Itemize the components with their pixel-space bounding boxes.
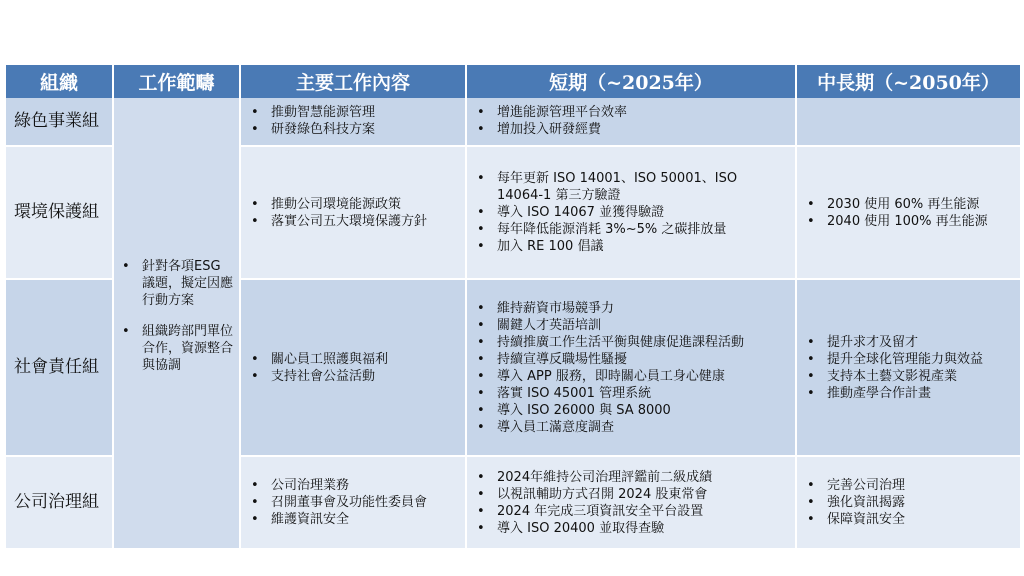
main-environment bbox=[241, 147, 467, 280]
list-item: • 關鍵人才英語培訓 bbox=[467, 317, 744, 334]
long-social bbox=[797, 280, 1020, 457]
list-item: • 召開董事會及功能性委員會 bbox=[241, 494, 427, 511]
list-item: • 維護資訊安全 bbox=[241, 511, 427, 528]
list-item: • 增進能源管理平台效率 bbox=[467, 104, 795, 121]
header-main: 主要工作內容 bbox=[241, 65, 467, 98]
list-item: • 推動公司環境能源政策 bbox=[241, 196, 427, 213]
list-item: • 2024 年完成三項資訊安全平台設置 bbox=[467, 503, 712, 520]
short-green bbox=[467, 98, 797, 147]
list-item: • 完善公司治理 bbox=[797, 477, 905, 494]
long-green bbox=[797, 98, 1020, 147]
org-environment: 環境保護組 bbox=[6, 147, 114, 280]
scope-list bbox=[114, 258, 233, 388]
header-scope: 工作範疇 bbox=[114, 65, 241, 98]
list-item: • 每年降低能源消耗 3%~5% 之碳排放量 bbox=[467, 221, 787, 238]
list-item: • 關心員工照護與福利 bbox=[241, 351, 388, 368]
list-item: • 推動產學合作計畫 bbox=[797, 385, 983, 402]
list-item: • 推動智慧能源管理 bbox=[241, 104, 465, 121]
scope-item: • 組織跨部門單位合作，資源整合與協調 bbox=[114, 323, 233, 374]
list-item: • 維持薪資市場競爭力 bbox=[467, 300, 744, 317]
list-item: • 導入員工滿意度調查 bbox=[467, 419, 744, 436]
short-social bbox=[467, 280, 797, 457]
list-item: • 導入 APP 服務，即時關心員工身心健康 bbox=[467, 368, 744, 385]
list-item: • 導入 ISO 14067 並獲得驗證 bbox=[467, 204, 787, 221]
list-item: • 2040 使用 100% 再生能源 bbox=[797, 213, 988, 230]
list-item: • 增加投入研發經費 bbox=[467, 121, 795, 138]
list-item: • 導入 ISO 26000 與 SA 8000 bbox=[467, 402, 744, 419]
list-item: • 以視訊輔助方式召開 2024 股東常會 bbox=[467, 486, 712, 503]
scope-cell bbox=[114, 98, 241, 548]
esg-organization-table bbox=[6, 65, 1020, 548]
org-social: 社會責任組 bbox=[6, 280, 114, 457]
main-social bbox=[241, 280, 467, 457]
list-item: • 2024年維持公司治理評鑑前二級成績 bbox=[467, 469, 712, 486]
list-item: • 公司治理業務 bbox=[241, 477, 427, 494]
short-environment bbox=[467, 147, 797, 280]
list-item: • 2030 使用 60% 再生能源 bbox=[797, 196, 988, 213]
list-item: • 支持本土藝文影視產業 bbox=[797, 368, 983, 385]
list-item: • 落實 ISO 45001 管理系統 bbox=[467, 385, 744, 402]
org-governance: 公司治理組 bbox=[6, 457, 114, 548]
short-governance bbox=[467, 457, 797, 548]
list-item: • 強化資訊揭露 bbox=[797, 494, 905, 511]
list-item: • 加入 RE 100 倡議 bbox=[467, 238, 787, 255]
list-item: • 持續宣導反職場性騷擾 bbox=[467, 351, 744, 368]
list-item: • 提升求才及留才 bbox=[797, 334, 983, 351]
header-long: 中長期（~2050年） bbox=[797, 65, 1020, 98]
list-item: • 提升全球化管理能力與效益 bbox=[797, 351, 983, 368]
list-item: • 每年更新 ISO 14001、ISO 50001、ISO 14064-1 第三方驗證 bbox=[467, 170, 787, 204]
main-green bbox=[241, 98, 467, 147]
list-item: • 保障資訊安全 bbox=[797, 511, 905, 528]
long-governance bbox=[797, 457, 1020, 548]
list-item: • 研發綠色科技方案 bbox=[241, 121, 465, 138]
list-item: • 落實公司五大環境保護方針 bbox=[241, 213, 427, 230]
header-short: 短期（~2025年） bbox=[467, 65, 797, 98]
org-green: 綠色事業組 bbox=[6, 98, 114, 147]
header-org: 組織 bbox=[6, 65, 114, 98]
list-item: • 持續推廣工作生活平衡與健康促進課程活動 bbox=[467, 334, 744, 351]
scope-item: • 針對各項ESG 議題，擬定因應行動方案 bbox=[114, 258, 233, 309]
main-governance bbox=[241, 457, 467, 548]
long-environment bbox=[797, 147, 1020, 280]
list-item: • 導入 ISO 20400 並取得查驗 bbox=[467, 520, 712, 537]
list-item: • 支持社會公益活動 bbox=[241, 368, 388, 385]
